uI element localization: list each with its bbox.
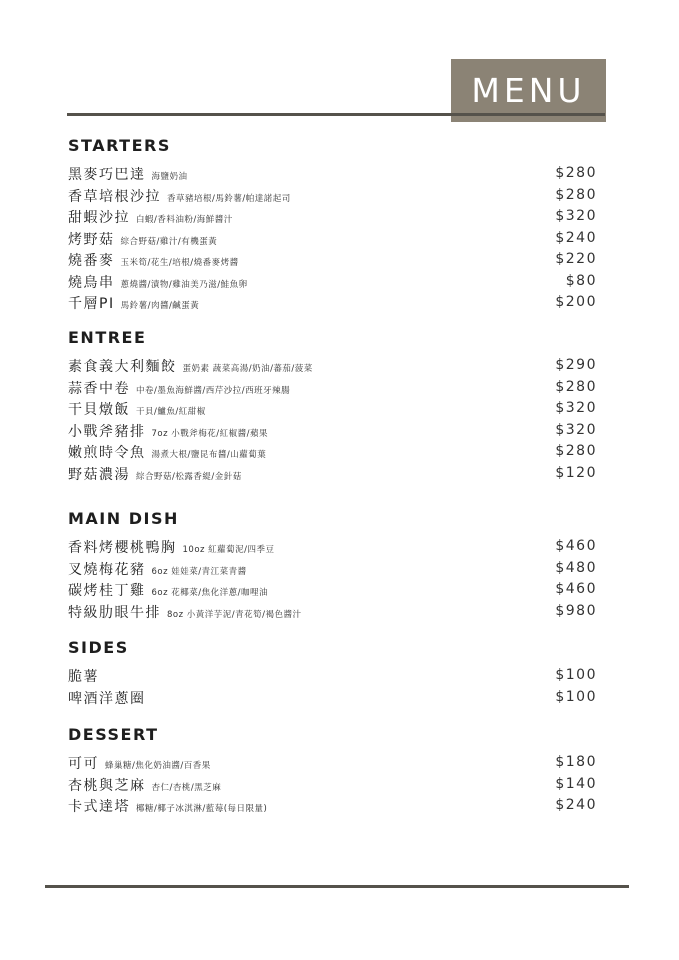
menu-item [68, 665, 597, 687]
menu-item [68, 271, 597, 293]
menu-item [68, 377, 597, 399]
item-name: 干貝燉飯 [68, 402, 130, 418]
item-price: $240 [555, 229, 597, 246]
menu-item [68, 292, 597, 314]
item-price: $280 [555, 443, 597, 459]
item-price: $460 [555, 581, 597, 597]
item-desc: 6oz 娃娃菜/青江菜青醬 [151, 566, 247, 577]
item-name: 卡式達塔 [68, 799, 130, 815]
item-desc: 杏仁/杏桃/黑芝麻 [151, 782, 222, 793]
item-name: 甜蝦沙拉 [68, 210, 130, 226]
section-title: SIDES [68, 638, 129, 657]
menu-item [68, 355, 597, 377]
section-starters [68, 135, 597, 314]
item-desc: 玉米筍/花生/培根/燒番麥烤醬 [120, 258, 239, 268]
menu-item [68, 163, 597, 185]
item-price: $100 [555, 688, 597, 705]
item-price: $320 [555, 400, 597, 416]
item-desc: 椰糖/椰子冰淇淋/藍莓(每日限量) [136, 804, 268, 814]
menu-item [68, 249, 597, 271]
item-price: $200 [555, 294, 597, 310]
menu-item [68, 536, 597, 558]
item-price: $240 [555, 797, 597, 813]
section-title: ENTREE [68, 328, 147, 347]
menu-item [68, 558, 597, 580]
item-name: 小戰斧豬排 [68, 423, 146, 440]
top-divider [67, 113, 605, 116]
item-name: 蒜香中卷 [68, 380, 130, 397]
item-price: $280 [555, 186, 597, 203]
item-name: 脆薯 [68, 669, 99, 685]
section-title: DESSERT [68, 725, 159, 744]
bottom-divider [45, 885, 629, 888]
item-price: $460 [555, 538, 597, 554]
item-price: $280 [555, 165, 597, 181]
menu-item [68, 420, 597, 442]
item-desc: 蛋奶素 蔬菜高湯/奶油/蕃茄/菠菜 [182, 364, 313, 374]
item-name: 野菇濃湯 [68, 466, 130, 483]
item-name: 素食義大利麵餃 [68, 359, 177, 375]
section-title: STARTERS [68, 136, 171, 155]
menu-item [68, 206, 597, 228]
menu-item [68, 185, 597, 207]
item-price: $290 [555, 357, 597, 373]
item-name: 香料烤櫻桃鴨胸 [68, 540, 177, 556]
item-desc: 白蝦/香料油粉/海鮮醬汁 [136, 215, 233, 225]
menu-item [68, 398, 597, 420]
item-price: $280 [555, 378, 597, 395]
item-price: $80 [565, 272, 597, 289]
item-price: $980 [555, 602, 597, 619]
item-name: 啤酒洋蔥圈 [68, 690, 146, 707]
item-desc: 海鹽奶油 [151, 172, 188, 182]
menu-item [68, 687, 597, 709]
item-desc: 香草豬培根/馬鈴薯/帕達諾起司 [167, 193, 291, 204]
item-desc: 蔥燒醬/漬物/雞油美乃滋/鮭魚卵 [120, 279, 248, 290]
item-name: 杏桃與芝麻 [68, 777, 146, 794]
item-desc: 7oz 小戰斧梅花/紅椒醬/蘋果 [151, 428, 269, 439]
item-name: 叉燒梅花豬 [68, 561, 146, 578]
item-price: $480 [555, 559, 597, 576]
item-desc: 湯煮大根/鹽昆布醬/山蘿蔔葉 [151, 450, 267, 460]
item-name: 烤野菇 [68, 231, 115, 248]
section-entree [68, 327, 597, 484]
item-price: $320 [555, 208, 597, 224]
menu-title: MENU [471, 71, 586, 110]
section-sides [68, 637, 597, 708]
item-name: 燒鳥串 [68, 274, 115, 291]
item-desc: 蜂巢糖/焦化奶油醬/百香果 [105, 761, 211, 771]
item-name: 千層PI [68, 296, 115, 312]
item-price: $180 [555, 754, 597, 770]
item-price: $140 [555, 775, 597, 792]
item-desc: 馬鈴薯/肉醬/鹹蛋黃 [120, 301, 200, 311]
menu-item [68, 441, 597, 463]
item-desc: 8oz 小黃洋芋泥/青花筍/褐色醬汁 [167, 609, 302, 620]
item-desc: 中卷/墨魚海鮮醬/西芹沙拉/西班牙辣腸 [136, 385, 291, 396]
menu-item [68, 579, 597, 601]
item-price: $320 [555, 421, 597, 438]
item-name: 黑麥巧巴達 [68, 167, 146, 183]
menu-item [68, 601, 597, 623]
item-price: $100 [555, 667, 597, 683]
item-desc: 干貝/鱸魚/紅甜椒 [136, 407, 206, 417]
item-name: 燒番麥 [68, 253, 115, 269]
item-name: 可可 [68, 756, 99, 772]
item-price: $120 [555, 464, 597, 481]
menu-item [68, 752, 597, 774]
item-price: $220 [555, 251, 597, 267]
item-name: 碳烤桂丁雞 [68, 583, 146, 599]
item-name: 香草培根沙拉 [68, 188, 161, 205]
item-desc: 6oz 花椰菜/焦化洋蔥/咖哩油 [151, 588, 269, 598]
item-name: 嫩煎時令魚 [68, 445, 146, 461]
section-main-dish [68, 508, 597, 622]
item-desc: 綜合野菇/雞汁/有機蛋黃 [120, 236, 218, 247]
section-dessert [68, 724, 597, 817]
item-desc: 10oz 紅蘿蔔泥/四季豆 [182, 545, 275, 555]
menu-item [68, 774, 597, 796]
item-name: 特級肋眼牛排 [68, 604, 161, 621]
item-desc: 綜合野菇/松露香緹/金針菇 [136, 471, 242, 482]
menu-item [68, 795, 597, 817]
menu-item [68, 228, 597, 250]
section-title: MAIN DISH [68, 509, 179, 528]
menu-item [68, 463, 597, 485]
